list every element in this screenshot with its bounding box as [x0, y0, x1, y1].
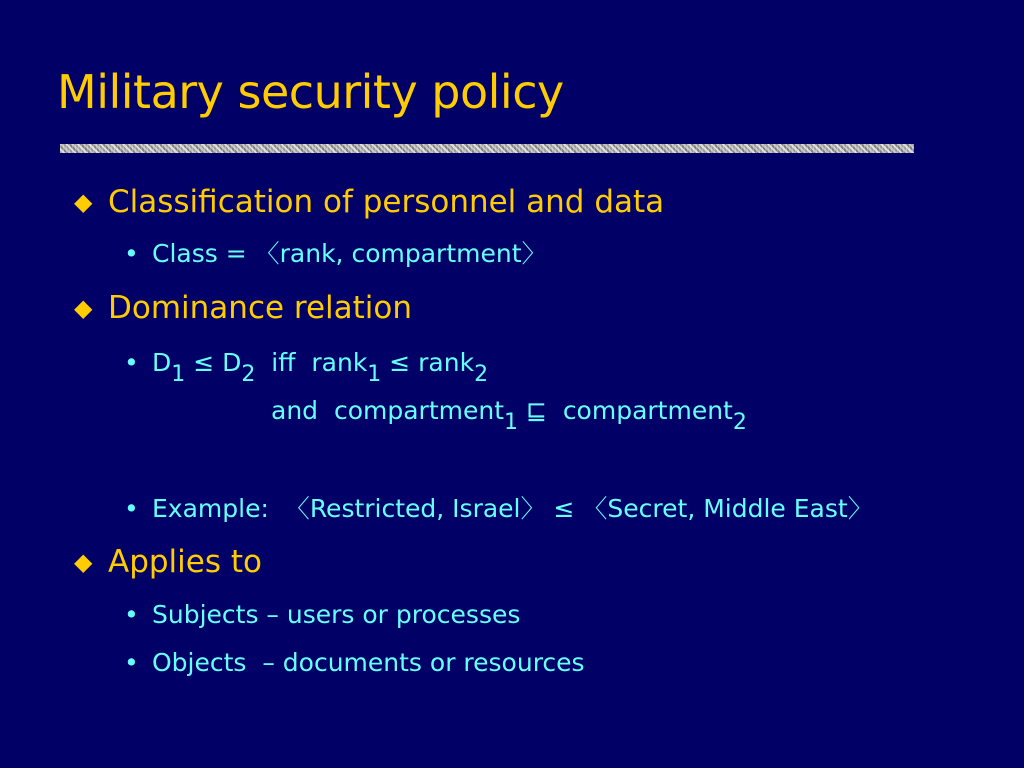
iff-keyword: iff — [271, 348, 296, 377]
right-angle-bracket: 〉 — [847, 494, 873, 523]
subbullet-dominance-continuation — [271, 394, 747, 435]
dot-bullet-icon: • — [124, 600, 139, 629]
subscript-two: 2 — [732, 410, 747, 435]
subscript-two: 2 — [241, 362, 256, 387]
slide-title: Military security policy — [57, 65, 564, 119]
diamond-bullet-icon: ◆ — [74, 548, 93, 576]
dot-bullet-icon: • — [124, 494, 139, 523]
bullet-text: Classification of personnel and data — [108, 184, 665, 220]
bullet-text: Dominance relation — [108, 290, 413, 326]
class-tuple: rank, compartment — [279, 239, 522, 268]
diamond-bullet-icon: ◆ — [74, 294, 93, 322]
leq-symbol: ≤ — [553, 494, 575, 523]
subbullet-subjects — [124, 598, 520, 632]
subbullet-example — [124, 492, 873, 526]
subbullet-objects — [124, 646, 585, 680]
class-label: Class = — [152, 239, 255, 268]
leq-symbol: ≤ — [193, 348, 215, 377]
bullet-dominance — [74, 288, 412, 328]
subbullet-dominance-definition — [124, 346, 489, 387]
rank-word: rank — [418, 348, 475, 377]
subbullet-text: Subjects – users or processes — [152, 600, 521, 629]
subscript-one: 1 — [367, 362, 382, 387]
example-label: Example: — [152, 494, 269, 523]
bullet-classification — [74, 182, 664, 222]
subbullet-class-definition — [124, 237, 547, 271]
example-lhs: Restricted, Israel — [309, 494, 521, 523]
right-angle-bracket: 〉 — [520, 494, 546, 523]
compartment-word: compartment — [562, 396, 733, 425]
left-angle-bracket: 〈 — [254, 239, 280, 268]
and-keyword: and — [271, 396, 319, 425]
leq-symbol: ≤ — [389, 348, 411, 377]
title-divider — [60, 144, 914, 153]
subbullet-text: Objects – documents or resources — [152, 648, 585, 677]
left-angle-bracket: 〈 — [582, 494, 608, 523]
compartment-word: compartment — [333, 396, 504, 425]
example-rhs: Secret, Middle East — [607, 494, 848, 523]
subscript-one: 1 — [171, 362, 186, 387]
diamond-bullet-icon: ◆ — [74, 188, 93, 216]
dot-bullet-icon: • — [124, 239, 139, 268]
d-symbol: D — [152, 348, 172, 377]
right-angle-bracket: 〉 — [521, 239, 547, 268]
bullet-text: Applies to — [108, 544, 262, 580]
subscript-one: 1 — [504, 410, 518, 435]
dot-bullet-icon: • — [124, 348, 139, 377]
subscript-two: 2 — [474, 362, 489, 387]
d-symbol: D — [222, 348, 242, 377]
bullet-applies-to — [74, 542, 262, 582]
subseteq-symbol: ⊑ — [525, 396, 547, 425]
rank-word: rank — [311, 348, 368, 377]
dot-bullet-icon: • — [124, 648, 139, 677]
left-angle-bracket: 〈 — [284, 494, 310, 523]
